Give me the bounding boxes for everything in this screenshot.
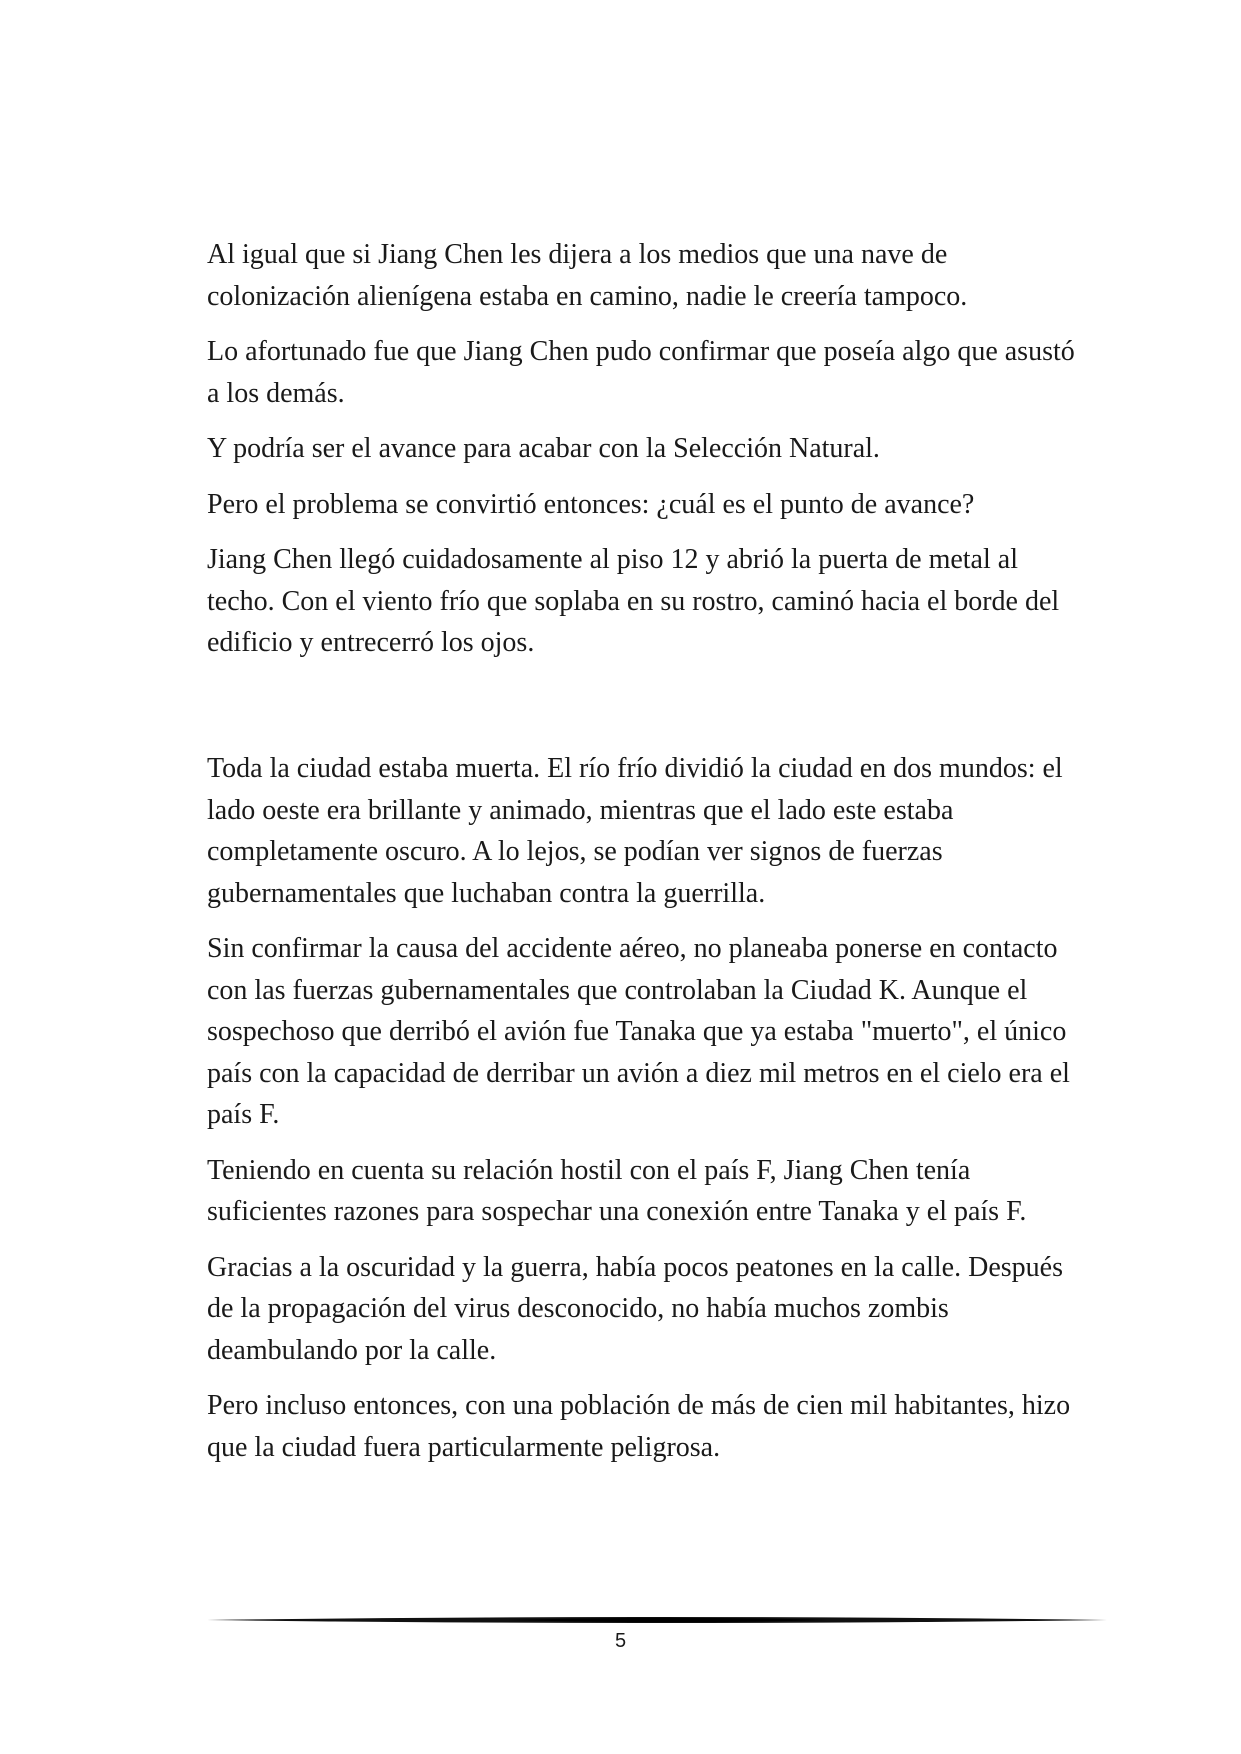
paragraph: Pero el problema se convirtió entonces: ¿cuál es el punto de avance?: [207, 488, 975, 520]
paragraph: Toda la ciudad estaba muerta. El río frío dividió la ciudad en dos mundos: el lado oeste era brillante y animado, mientras que el lado este estaba completamente oscuro. A lo lejos, se podían ver signos de fuerzas gubernamentales que luchaban contra la guerrilla.: [207, 753, 1063, 909]
paragraph: Al igual que si Jiang Chen les dijera a los medios que una nave de colonización alienígena estaba en camino, nadie le creería tampoco.: [207, 239, 968, 312]
paragraph: Jiang Chen llegó cuidadosamente al piso 12 y abrió la puerta de metal al techo. Con el viento frío que soplaba en su rostro, caminó hacia el borde del edificio y entrecerró los ojos.: [207, 544, 1060, 658]
paragraph: Y podría ser el avance para acabar con la Selección Natural.: [207, 433, 880, 464]
text-section-1: [207, 234, 1077, 664]
paragraph: Gracias a la oscuridad y la guerra, había pocos peatones en la calle. Después de la propagación del virus desconocido, no había muchos zombis deambulando por la calle.: [207, 1251, 1063, 1366]
text-section-2: [207, 748, 1077, 1468]
page-number: 5: [614, 1630, 627, 1652]
paragraph: Pero incluso entonces, con una población de más de cien mil habitantes, hizo que la ciudad fuera particularmente peligrosa.: [207, 1390, 1071, 1463]
paragraph: Sin confirmar la causa del accidente aéreo, no planeaba ponerse en contacto con las fuerzas gubernamentales que controlaban la Ciudad K. Aunque el sospechoso que derribó el avión fue Tanaka que ya estaba "muerto", el único país con la capacidad de derribar un avión a diez mil metros en el cielo era el país F.: [207, 933, 1070, 1130]
footer-divider: [207, 1614, 1107, 1626]
paragraph: Lo afortunado fue que Jiang Chen pudo confirmar que poseía algo que asustó a los demás.: [207, 336, 1075, 409]
paragraph: Teniendo en cuenta su relación hostil con el país F, Jiang Chen tenía suficientes razones para sospechar una conexión entre Tanaka y el país F.: [207, 1154, 1027, 1227]
